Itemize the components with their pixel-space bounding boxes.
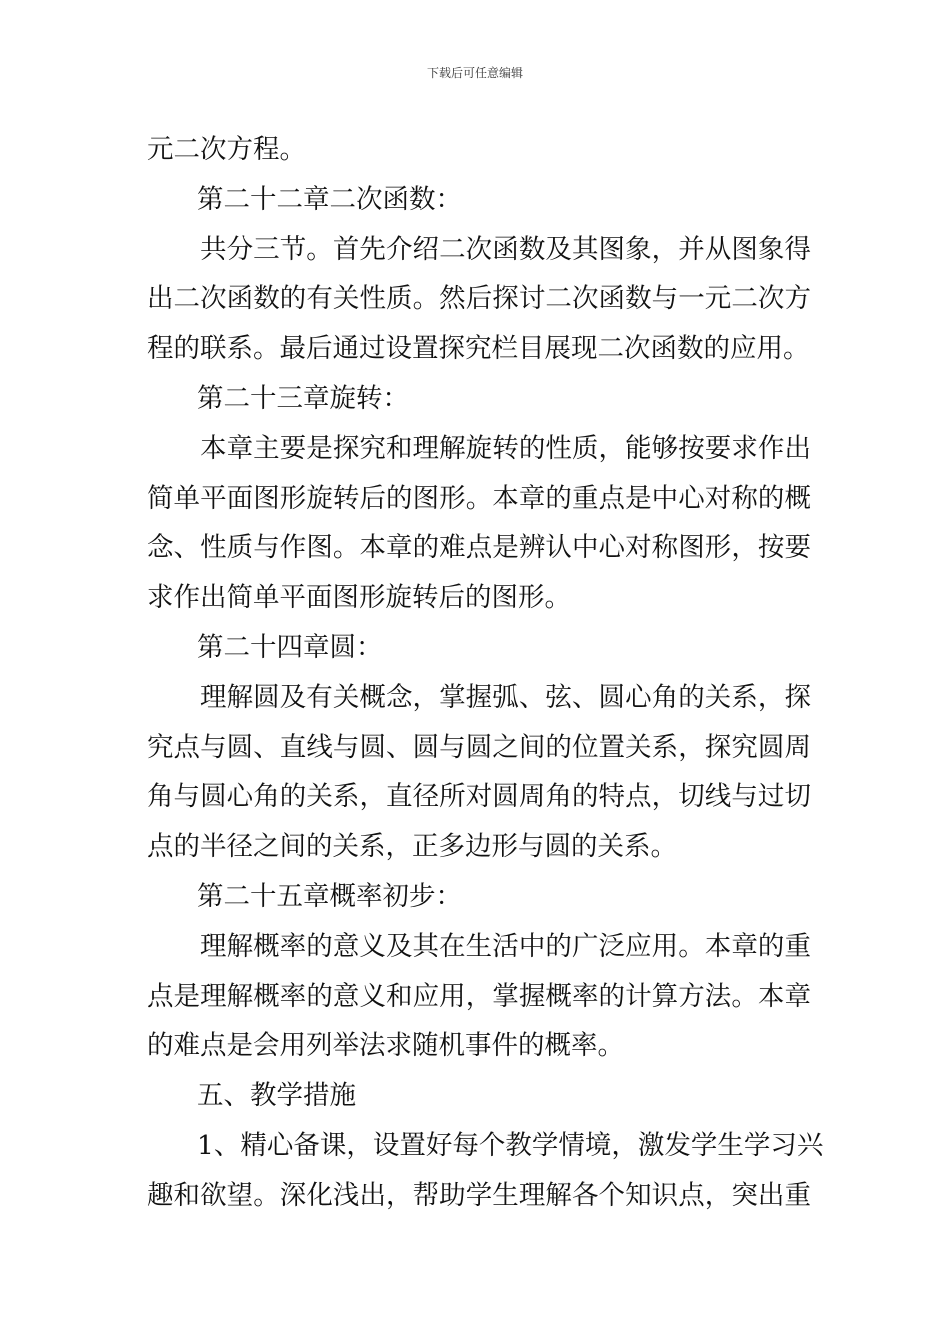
body-text-line: 程的联系。最后通过设置探究栏目展现二次函数的应用。 <box>147 333 810 365</box>
body-text-line: 出二次函数的有关性质。然后探讨二次函数与一元二次方 <box>147 283 811 315</box>
section-heading-line: 五、教学措施 <box>197 1080 356 1112</box>
section-heading-line: 1、精心备课，设置好每个教学情境，激发学生学习兴 <box>197 1129 824 1161</box>
body-text-line: 理解圆及有关概念，掌握弧、弦、圆心角的关系，探 <box>200 681 811 713</box>
body-text-line: 本章主要是探究和理解旋转的性质，能够按要求作出 <box>200 432 811 464</box>
body-text-line: 理解概率的意义及其在生活中的广泛应用。本章的重 <box>200 930 811 962</box>
body-text-line: 念、性质与作图。本章的难点是辨认中心对称图形，按要 <box>147 532 811 564</box>
body-text-line: 元二次方程。 <box>147 134 306 165</box>
page-header-note: 下载后可任意编辑 <box>426 66 523 80</box>
section-heading-line: 第二十二章二次函数： <box>197 183 462 215</box>
body-text-line: 点的半径之间的关系，正多边形与圆的关系。 <box>147 831 677 863</box>
document-body <box>147 125 824 1221</box>
body-text-line: 点是理解概率的意义和应用，掌握概率的计算方法。本章 <box>147 980 811 1012</box>
body-text-line: 共分三节。首先介绍二次函数及其图象，并从图象得 <box>200 233 811 265</box>
body-text-line: 趣和欲望。深化浅出，帮助学生理解各个知识点，突出重 <box>147 1179 811 1211</box>
section-heading-line: 第二十三章旋转： <box>197 382 409 414</box>
body-text-line: 究点与圆、直线与圆、圆与圆之间的位置关系，探究圆周 <box>147 731 811 763</box>
body-text-line: 求作出简单平面图形旋转后的图形。 <box>147 582 571 614</box>
section-heading-line: 第二十五章概率初步： <box>197 880 462 912</box>
body-text-line: 简单平面图形旋转后的图形。本章的重点是中心对称的概 <box>147 482 811 514</box>
body-text-line: 的难点是会用列举法求随机事件的概率。 <box>147 1030 624 1062</box>
section-heading-line: 第二十四章圆： <box>197 631 383 663</box>
body-text-line: 角与圆心角的关系，直径所对圆周角的特点，切线与过切 <box>147 781 811 813</box>
